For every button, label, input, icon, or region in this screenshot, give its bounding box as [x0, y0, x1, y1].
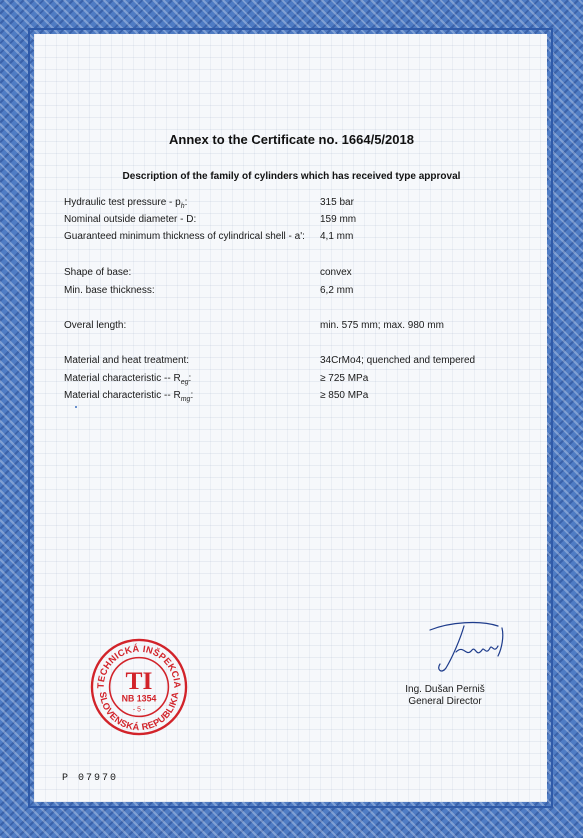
row-value-rmg: ≥ 850 MPa [320, 390, 369, 401]
row-value-test-pressure: 315 bar [320, 197, 354, 208]
row-value-overal-length: min. 575 mm; max. 980 mm [320, 320, 444, 331]
serial-number: P 07970 [62, 773, 119, 784]
row-label-min-thickness: Guaranteed minimum thickness of cylindrical shell - a': [64, 231, 305, 242]
signer-role: General Director [408, 696, 482, 707]
svg-text:TI: TI [125, 665, 153, 695]
row-label-rmg: Material characteristic -- $R_{mg}$: [64, 390, 194, 403]
page-subtitle: Description of the family of cylinders which has received type approval [122, 171, 461, 182]
svg-text:TECHNICKÁ INŠPEKCIA: TECHNICKÁ INŠPEKCIA [95, 643, 183, 689]
page-title: Annex to the Certificate no. 1664/5/2018 [169, 132, 414, 147]
row-value-min-thickness: 4,1 mm [320, 231, 354, 242]
signer-name: Ing. Dušan Perniš [405, 684, 485, 695]
svg-text:NB 1354: NB 1354 [121, 693, 157, 704]
row-label-overal-length: Overal length: [64, 320, 127, 331]
row-label-outside-diameter: Nominal outside diameter - D: [64, 214, 197, 225]
row-label-reg: Material characteristic -- $R_{eg}$: [64, 373, 192, 386]
row-value-material: 34CrMo4; quenched and tempered [320, 355, 476, 366]
ink-dot [75, 406, 77, 408]
row-label-base-thickness: Min. base thickness: [64, 285, 155, 296]
signature-icon [420, 618, 520, 678]
svg-text:SLOVENSKÁ REPUBLIKA: SLOVENSKÁ REPUBLIKA [97, 691, 181, 733]
row-value-reg: ≥ 725 MPa [320, 373, 369, 384]
svg-text:- 5 -: - 5 - [132, 706, 146, 714]
row-label-shape-of-base: Shape of base: [64, 267, 132, 278]
row-label-test-pressure: Hydraulic test pressure - $p_h$: [64, 197, 188, 210]
row-label-material: Material and heat treatment: [64, 355, 190, 366]
row-value-base-thickness: 6,2 mm [320, 285, 354, 296]
row-value-outside-diameter: 159 mm [320, 214, 357, 225]
row-value-shape-of-base: convex [320, 267, 352, 278]
signer-block [380, 684, 510, 708]
seal-stamp-icon [90, 638, 188, 736]
